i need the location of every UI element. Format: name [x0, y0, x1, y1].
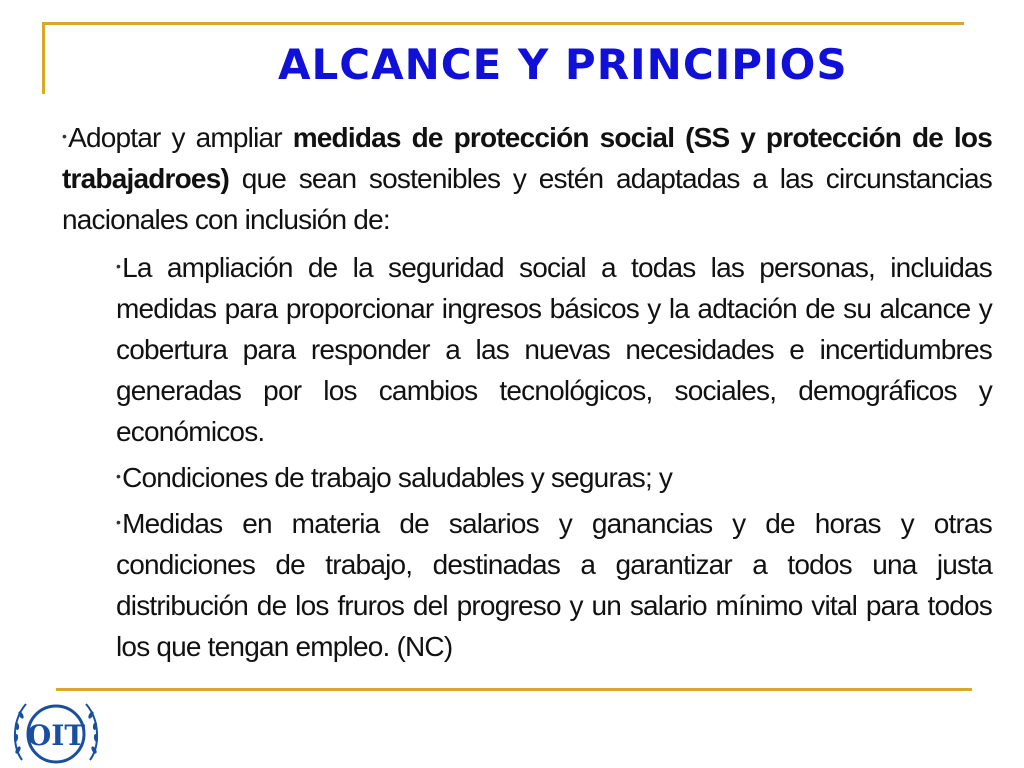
- sub-item-wages: [116, 502, 992, 667]
- sub-item-text: Condiciones de trabajo saludables y seguras; y: [122, 462, 673, 493]
- intro-paragraph: [62, 116, 992, 240]
- sub-item-text: Medidas en materia de salarios y ganancias y de horas y otras condiciones de trabajo, destinadas a garantizar a todos una justa distribución de los fruros del progreso y un salario mínimo vital para todos los que tengan empleo. (NC): [116, 508, 992, 662]
- svg-text:OIT: OIT: [26, 719, 86, 752]
- slide-title: ALCANCE Y PRINCIPIOS: [278, 40, 848, 89]
- bullet-icon: •: [62, 128, 67, 144]
- sub-list: [62, 246, 992, 667]
- frame-bottom-rule: [56, 688, 972, 691]
- oit-logo-icon: [8, 690, 104, 768]
- bullet-icon: •: [116, 258, 121, 274]
- sub-item-working-conditions: [116, 456, 992, 498]
- frame-top-rule: [42, 22, 964, 25]
- bullet-icon: •: [116, 468, 121, 484]
- intro-text-1: Adoptar y ampliar: [68, 122, 293, 153]
- frame-left-rule: [42, 22, 45, 94]
- bullet-icon: •: [116, 514, 121, 530]
- sub-item-text: La ampliación de la seguridad social a todas las personas, incluidas medidas para proporcionar ingresos básicos y la adtación de su alcance y cobertura para responder a las nuevas necesidades e incertidumbres generadas por los cambios tecnológicos, sociales, demográficos y económicos.: [116, 252, 992, 447]
- slide-content: [62, 116, 992, 671]
- intro-text-2: que sean sostenibles y estén adaptadas a las circunstancias nacionales con inclusión de:: [62, 163, 992, 235]
- sub-item-social-security: [116, 246, 992, 452]
- intro-bold-text: medidas de protección social (SS y protección de los trabajadroes): [62, 122, 992, 194]
